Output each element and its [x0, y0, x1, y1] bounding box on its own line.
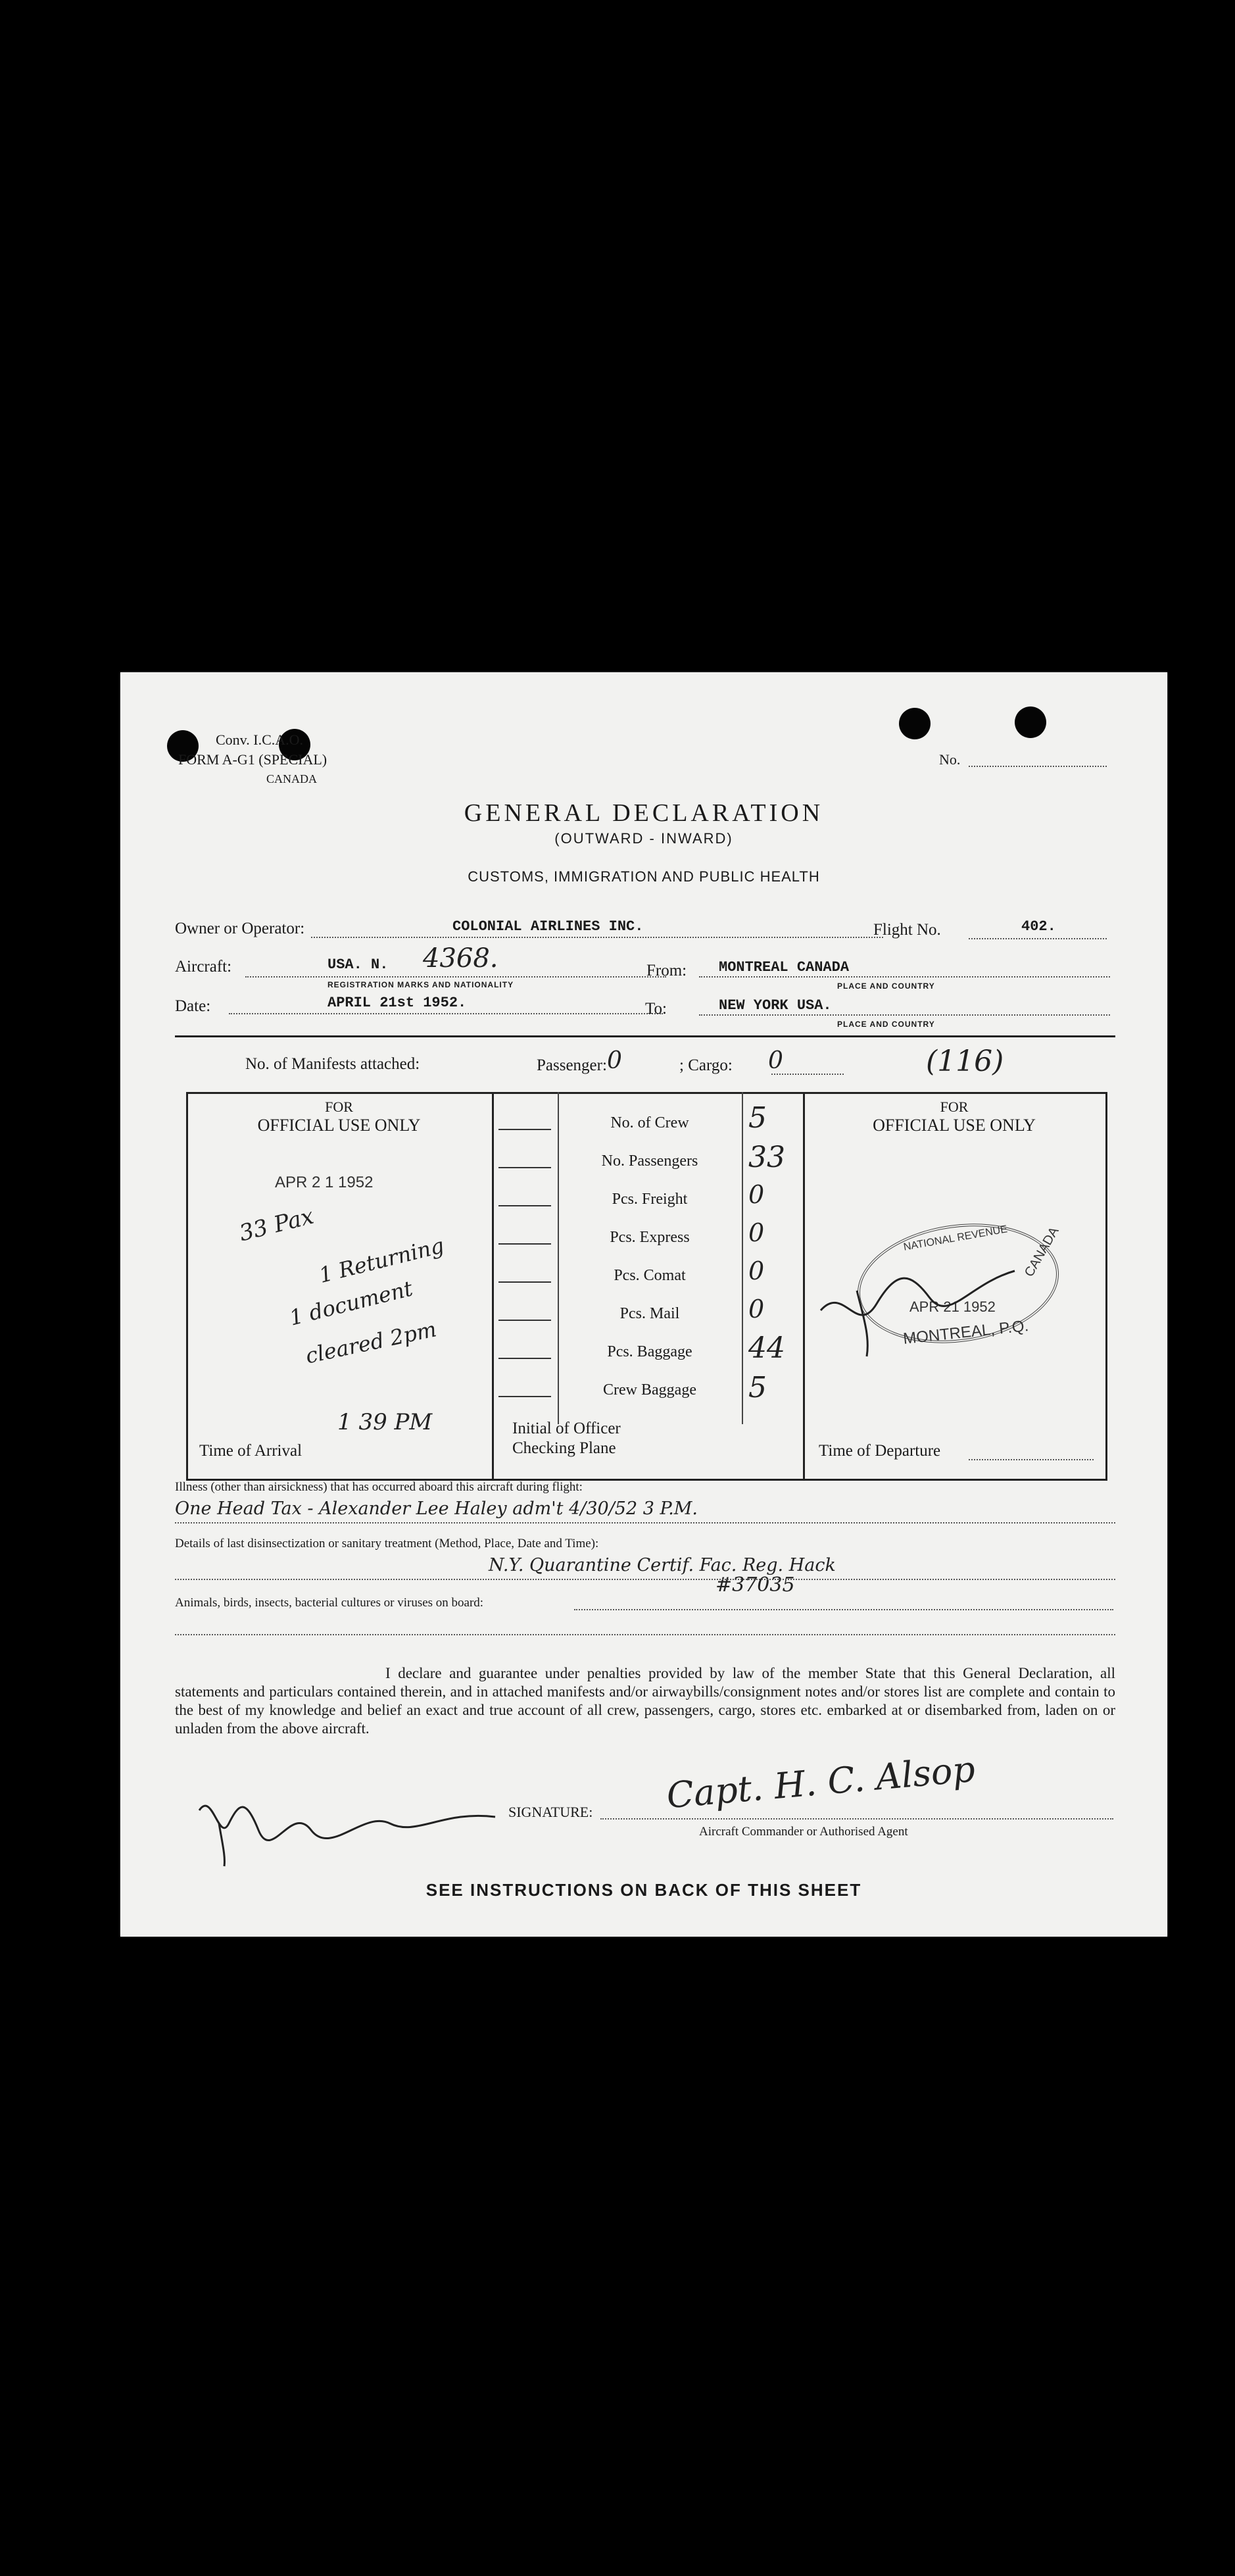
punch-hole: [899, 708, 931, 739]
form-number: FORM A-G1 (SPECIAL): [178, 751, 327, 768]
arrival-value: 1 39 PM: [337, 1409, 433, 1435]
flight-label: Flight No.: [873, 921, 941, 939]
footer-instructions: SEE INSTRUCTIONS ON BACK OF THIS SHEET: [425, 1880, 862, 1900]
table-divider-left: [492, 1092, 494, 1479]
declaration-text: I declare and guarantee under penalties provided by law of the member State that this General Declaration, all statements and particulars contained therein, and in attached manifests and/or airwaybills/consignment notes and/or stores list are complete and contain to the best of my knowledge and belief an exact and true account of all crew, passengers, cargo, stores etc. embarked at or disembarked from, laden on or unladen from the above aircraft.: [175, 1665, 1115, 1737]
row-dash: [498, 1243, 551, 1245]
manifests-label: No. of Manifests attached:: [245, 1055, 420, 1073]
freight-label: Pcs. Freight: [612, 1191, 688, 1208]
from-caption: PLACE AND COUNTRY: [837, 981, 935, 991]
disinfection-label: Details of last disinsectization or sanitary treatment (Method, Place, Date and Time):: [175, 1537, 599, 1550]
illness-label: Illness (other than airsickness) that has occurred aboard this aircraft during flight:: [175, 1480, 583, 1494]
flight-line: [969, 938, 1107, 939]
to-value: NEW YORK USA.: [719, 997, 832, 1014]
animals-line-2: [175, 1634, 1115, 1635]
signature-caption: Aircraft Commander or Authorised Agent: [699, 1825, 908, 1839]
row-dash: [498, 1320, 551, 1321]
comat-value: 0: [748, 1256, 765, 1285]
initial-label: Initial of Officer: [512, 1420, 621, 1437]
owner-line: [311, 937, 883, 938]
mail-value: 0: [748, 1295, 765, 1324]
owner-value: COLONIAL AIRLINES INC.: [452, 918, 644, 935]
stamp-canada: CANADA: [1021, 1224, 1062, 1279]
animals-label: Animals, birds, insects, bacterial cultures or viruses on board:: [175, 1596, 484, 1610]
left-date-stamp: APR 2 1 1952: [275, 1174, 374, 1191]
owner-label: Owner or Operator:: [175, 920, 305, 937]
baggage-label: Pcs. Baggage: [607, 1343, 692, 1360]
right-for: FOR: [940, 1099, 969, 1115]
left-note-3: 1 document: [287, 1276, 416, 1331]
left-note-2: 1 Returning: [316, 1233, 447, 1288]
freight-value: 0: [748, 1180, 765, 1209]
baggage-value: 44: [748, 1331, 785, 1365]
to-caption: PLACE AND COUNTRY: [837, 1020, 935, 1029]
disinfection-number: #37035: [715, 1573, 795, 1597]
divider: [175, 1035, 1115, 1037]
left-for: FOR: [325, 1099, 353, 1115]
aircraft-line: [245, 976, 666, 978]
crew-baggage-value: 5: [748, 1371, 767, 1404]
punch-hole: [1015, 706, 1046, 738]
cargo-line: [771, 1074, 844, 1075]
passengers-value: 33: [748, 1141, 785, 1174]
arrival-label: Time of Arrival: [199, 1442, 303, 1460]
stamp-city: MONTREAL, P.Q.: [902, 1317, 1030, 1348]
signature-label: SIGNATURE:: [508, 1804, 593, 1820]
date-label: Date:: [175, 997, 211, 1015]
cargo-label: ; Cargo:: [679, 1056, 733, 1074]
center-list-divider: [742, 1092, 743, 1424]
departure-line: [969, 1459, 1094, 1460]
circled-number: (116): [926, 1045, 1004, 1078]
no-label: No.: [939, 751, 961, 768]
mail-label: Pcs. Mail: [619, 1305, 680, 1322]
from-label: From:: [646, 962, 687, 979]
date-value: APRIL 21st 1952.: [327, 995, 467, 1011]
passenger-value: 0: [607, 1047, 622, 1074]
row-dash: [498, 1396, 551, 1397]
left-official: OFFICIAL USE ONLY: [257, 1116, 421, 1135]
flight-value: 402.: [1021, 918, 1056, 935]
left-note-1: 33 Pax: [236, 1202, 317, 1247]
from-line: [699, 976, 1110, 978]
row-dash: [498, 1129, 551, 1130]
signature-line: [600, 1818, 1113, 1820]
passengers-label: No. Passengers: [601, 1152, 698, 1170]
form-subtitle: (OUTWARD - INWARD): [554, 830, 733, 847]
signature-hand: Capt. H. C. Alsop: [665, 1748, 977, 1817]
departure-label: Time of Departure: [819, 1442, 941, 1460]
animals-line: [574, 1609, 1113, 1610]
form-department: CUSTOMS, IMMIGRATION AND PUBLIC HEALTH: [468, 868, 820, 885]
from-value: MONTREAL CANADA: [719, 959, 850, 976]
no-line: [969, 766, 1107, 767]
form-title: GENERAL DECLARATION: [464, 799, 824, 827]
crew-label: No. of Crew: [610, 1114, 689, 1131]
conv-icao: Conv. I.C.A.O.: [216, 731, 304, 748]
disinfection-line: [175, 1579, 1115, 1580]
comat-label: Pcs. Comat: [614, 1267, 686, 1284]
right-official: OFFICIAL USE ONLY: [873, 1116, 1036, 1135]
officer-signature: [817, 1245, 1028, 1363]
aircraft-value: USA. N.: [327, 956, 389, 973]
cargo-value: 0: [768, 1047, 783, 1074]
crew-baggage-label: Crew Baggage: [603, 1381, 696, 1399]
illness-value: One Head Tax - Alexander Lee Haley adm't 4/30/52 3 P.M.: [175, 1499, 698, 1519]
express-value: 0: [748, 1218, 765, 1247]
stamp-revenue: NATIONAL REVENUE: [902, 1224, 1009, 1253]
aircraft-number: 4368.: [423, 943, 498, 974]
illness-line: [175, 1522, 1115, 1523]
checking-label: Checking Plane: [512, 1439, 616, 1457]
aircraft-caption: REGISTRATION MARKS AND NATIONALITY: [327, 980, 514, 989]
row-dash: [498, 1281, 551, 1283]
row-dash: [498, 1167, 551, 1168]
agent-signature: [193, 1784, 508, 1870]
row-dash: [498, 1358, 551, 1359]
aircraft-label: Aircraft:: [175, 958, 232, 976]
crew-value: 5: [748, 1101, 767, 1135]
passenger-label: Passenger:: [537, 1056, 607, 1074]
disinfection-value: N.Y. Quarantine Certif. Fac. Reg. Hack: [489, 1555, 836, 1575]
date-line: [229, 1013, 663, 1014]
left-note-4: cleared 2pm: [303, 1316, 439, 1369]
to-label: To:: [645, 1000, 667, 1018]
row-dash: [498, 1205, 551, 1206]
stamp-date: APR 21 1952: [909, 1299, 996, 1315]
form-country: CANADA: [266, 772, 318, 785]
to-line: [699, 1014, 1110, 1016]
express-label: Pcs. Express: [610, 1229, 690, 1246]
declaration-sheet: [120, 672, 1167, 1937]
